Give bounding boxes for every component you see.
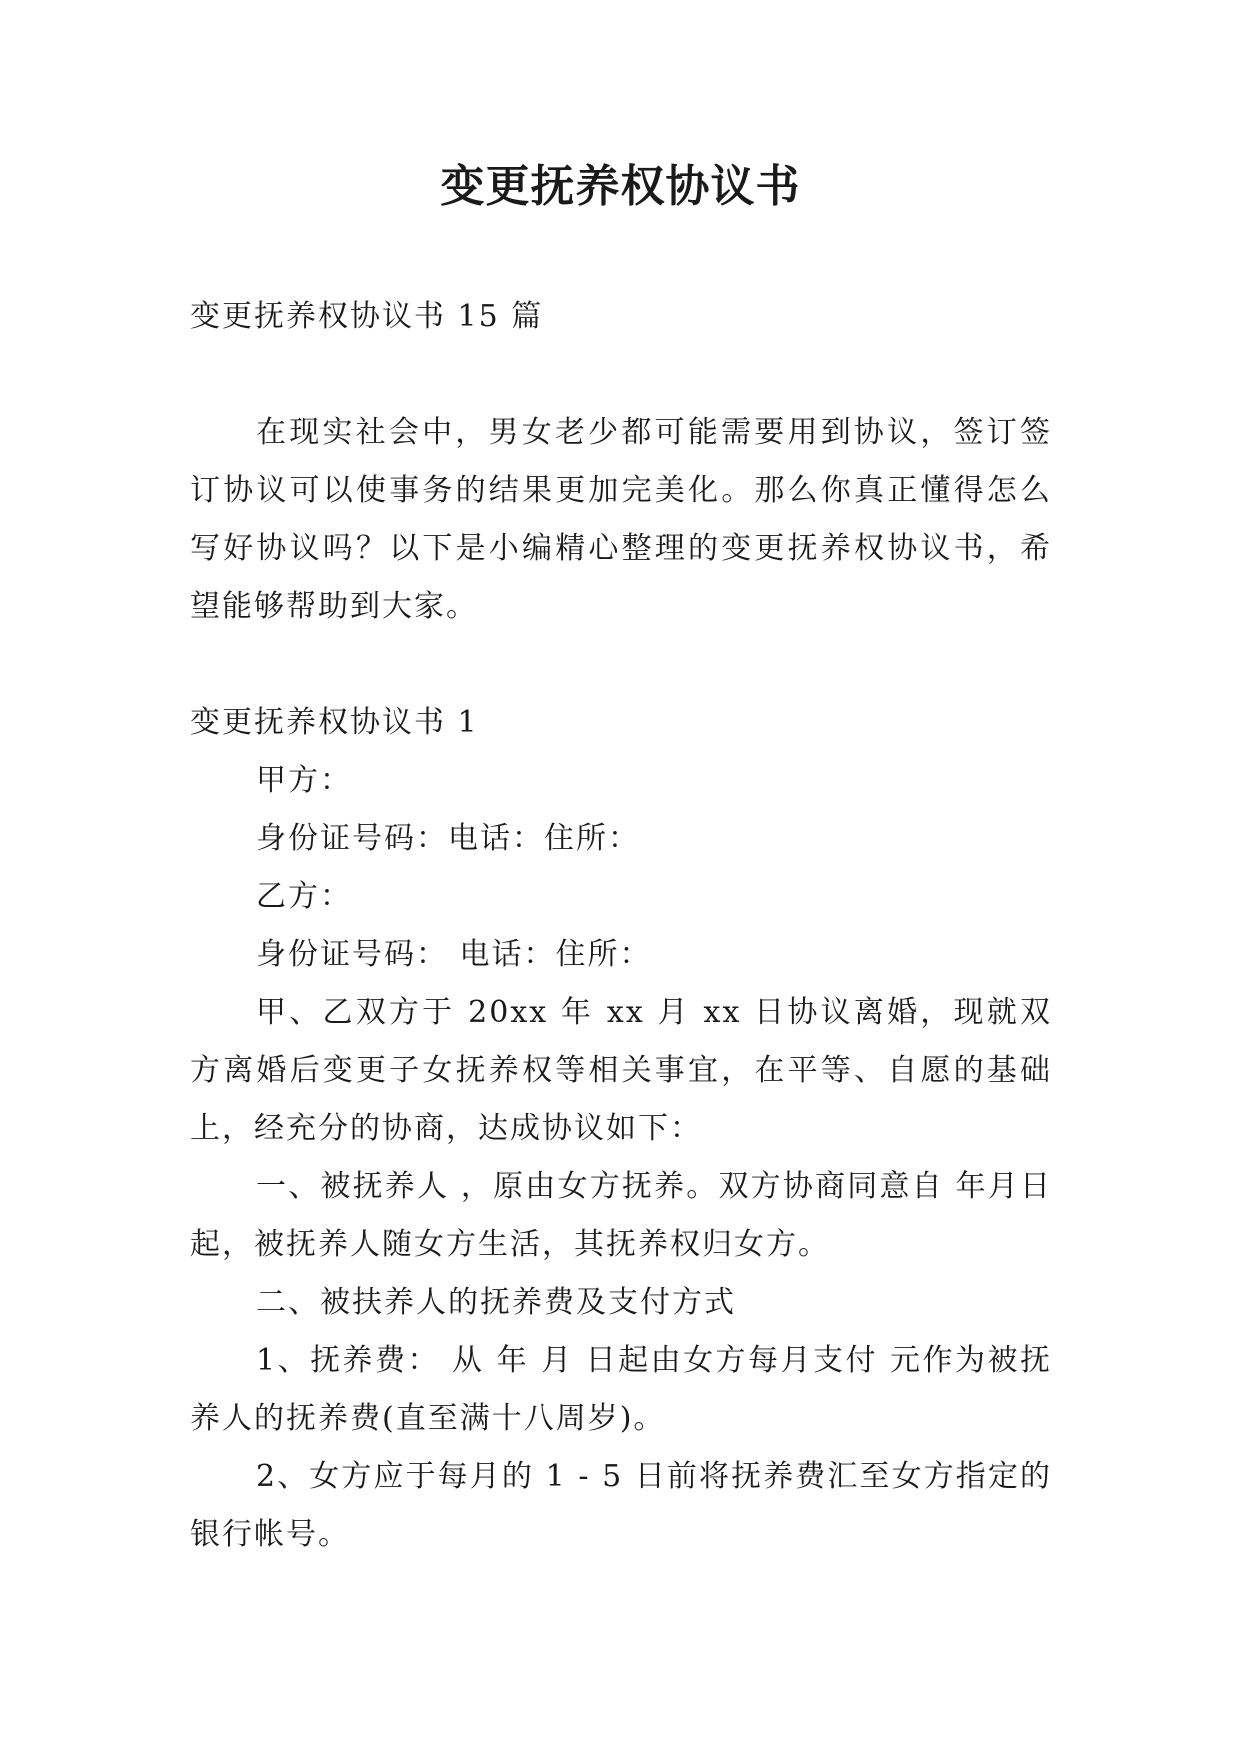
clause-2-1: 1、抚养费： 从 年 月 日起由女方每月支付 元作为被抚养人的抚养费(直至满十八周岁)。 bbox=[190, 1343, 1052, 1436]
clause-2: 二、被扶养人的抚养费及支付方式 bbox=[256, 1285, 736, 1320]
document-body bbox=[190, 288, 1052, 1564]
intro-paragraph: 在现实社会中，男女老少都可能需要用到协议，签订签订协议可以使事务的结果更加完美化。那么你真正懂得怎么写好协议吗？以下是小编精心整理的变更抚养权协议书，希望能够帮助到大家。 bbox=[190, 415, 1052, 624]
section-heading: 变更抚养权协议书 1 bbox=[190, 705, 479, 740]
party-a-info: 身份证号码：电话：住所： bbox=[256, 821, 640, 856]
document-subtitle: 变更抚养权协议书 15 篇 bbox=[190, 299, 544, 334]
party-b-label: 乙方： bbox=[256, 879, 352, 914]
clause-2-2: 2、女方应于每月的 1 - 5 日前将抚养费汇至女方指定的银行帐号。 bbox=[190, 1459, 1052, 1552]
agreement-paragraph: 甲、乙双方于 20xx 年 xx 月 xx 日协议离婚，现就双方离婚后变更子女抚养权等相关事宜，在平等、自愿的基础上，经充分的协商，达成协议如下： bbox=[190, 995, 1052, 1146]
clause-1: 一、被抚养人 ，原由女方抚养。双方协商同意自 年月日起，被抚养人随女方生活，其抚养权归女方。 bbox=[190, 1169, 1052, 1262]
party-a-label: 甲方： bbox=[256, 763, 352, 798]
document-title: 变更抚养权协议书 bbox=[440, 161, 801, 212]
party-b-info: 身份证号码： 电话：住所： bbox=[256, 937, 652, 972]
